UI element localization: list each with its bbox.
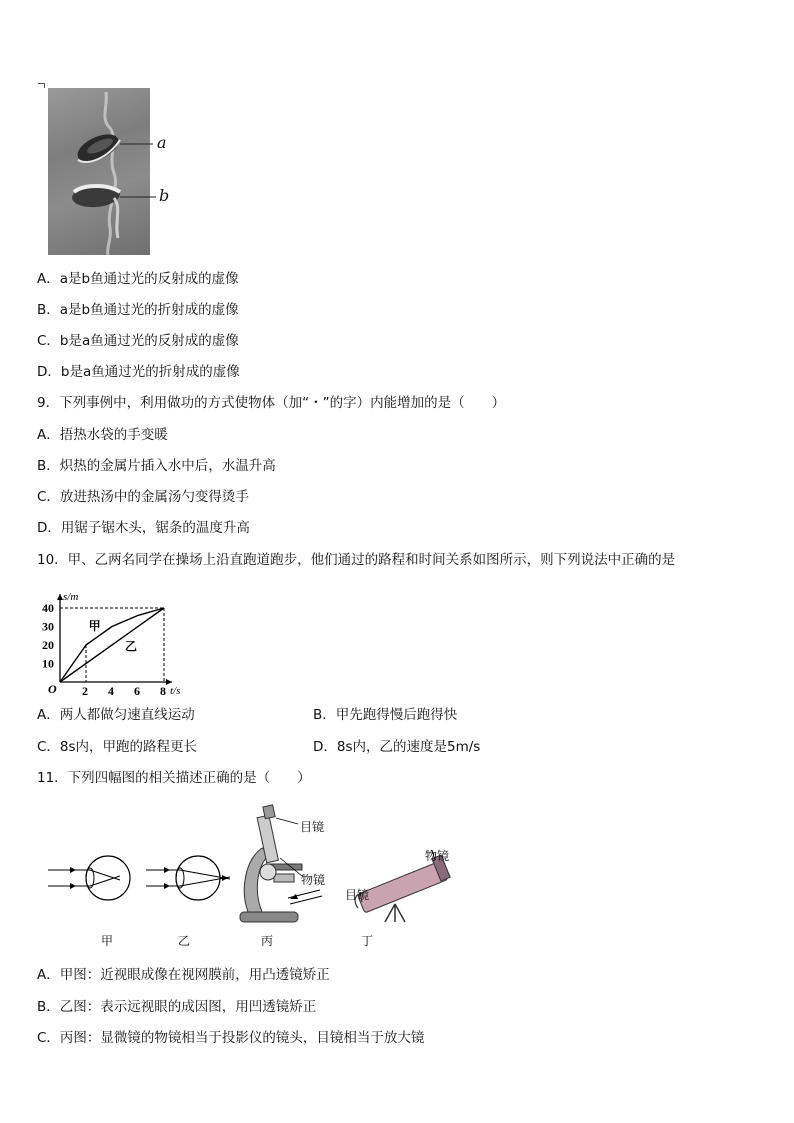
y-tick-label: 20 [42,638,54,652]
series-label-jia: 甲 [88,619,101,634]
q9-option-d: D．用锯子锯木头，锯条的温度升高 [37,520,250,536]
caption-yi: 乙 [178,934,191,948]
st-chart [34,578,184,698]
q9-option-a: A．捂热水袋的手变暖 [37,427,168,443]
microscope-eyepiece-label: 目镜 [300,820,325,834]
corner-mark [38,83,45,88]
caption-bing: 丙 [261,934,274,948]
q10-option-a: A．两人都做匀速直线运动 [37,707,195,723]
q11-option-b: B．乙图：表示远视眼的成因图，用凹透镜矫正 [37,999,317,1015]
x-tick-label: 8 [160,684,166,698]
q8-option-c: C．b是a鱼通过光的反射成的虚像 [37,333,239,349]
caption-jia: 甲 [101,934,114,948]
q9-stem: 9．下列事例中，利用做功的方式使物体（加“・”的字）内能增加的是（ ） [37,395,506,411]
series-line-yi [60,608,164,682]
microscope-objective-label: 物镜 [301,873,326,887]
eye-diagram-jia [48,856,130,900]
q10-option-c: C．8s内，甲跑的路程更长 [37,739,198,755]
origin-label: O [48,682,57,696]
x-tick-label: 2 [82,684,88,698]
q10-option-b: B．甲先跑得慢后跑得快 [313,707,458,723]
q11-stem: 11．下列四幅图的相关描述正确的是（ ） [37,770,311,786]
x-tick-label: 6 [134,684,140,698]
fish-label-b: b [159,186,170,205]
q11-option-c: C．丙图：显微镜的物镜相当于投影仪的镜头，目镜相当于放大镜 [37,1030,425,1046]
eye-diagram-yi [146,856,230,900]
q10-option-d: D．8s内，乙的速度是5m/s [313,739,481,755]
y-tick-label: 40 [42,601,54,615]
q8-option-b: B．a是b鱼通过光的折射成的虚像 [37,302,239,318]
q10-stem: 10．甲、乙两名同学在操场上沿直跑道跑步，他们通过的路程和时间关系如图所示，则下列说法中正确的是 [37,552,676,568]
fish-label-a: a [157,133,167,152]
y-tick-label: 10 [42,656,54,671]
x-tick-label: 4 [108,684,114,698]
y-axis-label: s/m [63,591,79,603]
telescope-eyepiece-label: 目镜 [345,888,370,902]
q8-option-d: D．b是a鱼通过光的折射成的虚像 [37,364,240,380]
optics-figure [40,800,470,930]
series-label-yi: 乙 [125,639,138,654]
q11-option-a: A．甲图：近视眼成像在视网膜前，用凸透镜矫正 [37,967,330,983]
caption-ding: 丁 [361,934,374,948]
q9-option-c: C．放进热汤中的金属汤勺变得烫手 [37,489,249,505]
fish-label-lines [120,130,180,210]
q9-option-b: B．炽热的金属片插入水中后，水温升高 [37,458,276,474]
telescope-objective-label: 物镜 [425,849,450,863]
x-axis-label: t/s [170,685,181,697]
y-tick-label: 30 [42,619,54,634]
q8-option-a: A．a是b鱼通过光的反射成的虚像 [37,271,239,287]
